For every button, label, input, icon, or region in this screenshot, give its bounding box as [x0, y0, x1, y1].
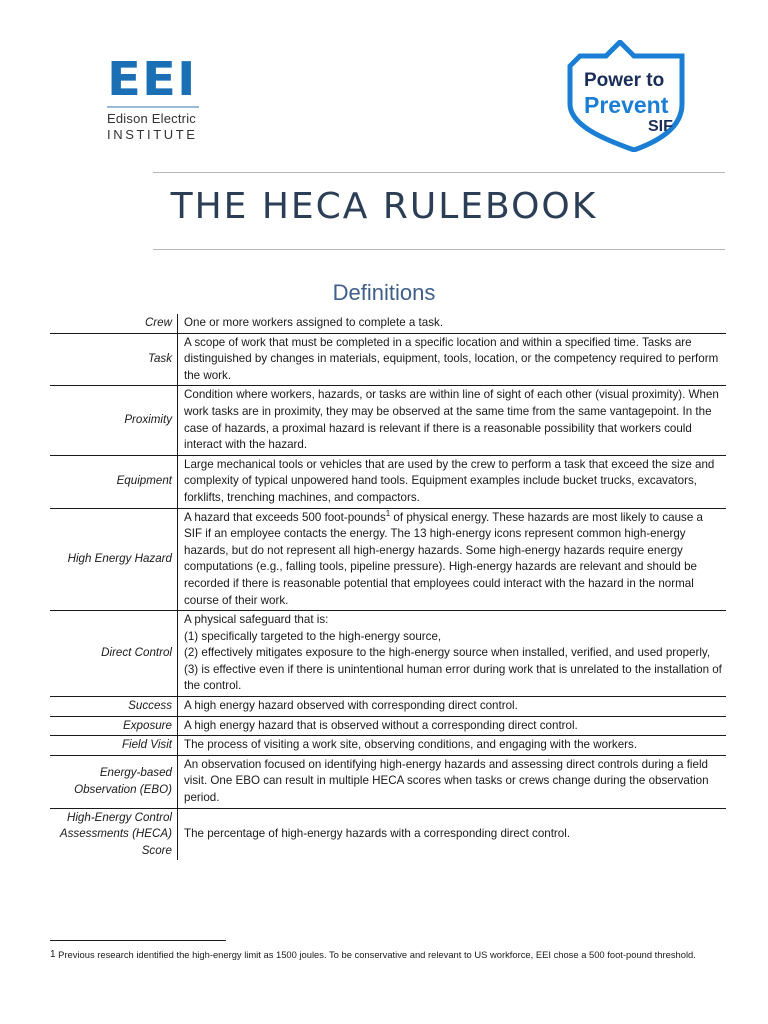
definition-row-equipment	[50, 455, 726, 508]
definition-row-ebo	[50, 755, 726, 808]
footnote-number: 1	[50, 949, 56, 960]
definition-term: Equipment	[50, 455, 178, 508]
definition-term: Task	[50, 333, 178, 386]
eei-logo-line2: INSTITUTE	[107, 127, 198, 142]
definition-row-success	[50, 697, 726, 717]
definition-row-direct-control	[50, 611, 726, 697]
definition-term: Proximity	[50, 386, 178, 455]
footnote-text: Previous research identified the high-energy limit as 1500 joules. To be conservative and relevant to US workforce, EEI chose a 500 foot-pound threshold.	[55, 949, 696, 960]
definition-text: One or more workers assigned to complete a task.	[178, 314, 727, 333]
eei-logo-mark: EEI	[107, 52, 197, 106]
definition-row-proximity	[50, 386, 726, 455]
page-title: THE HECA RULEBOOK	[170, 186, 598, 227]
definition-text: Large mechanical tools or vehicles that are used by the crew to perform a task that exceed the size and complexity of typical unpowered hand tools. Equipment examples include bucket trucks, excavators, forklifts, trenching machines, and compactors.	[178, 455, 727, 508]
definition-term: High-Energy Control Assessments (HECA) Score	[50, 808, 178, 860]
footnote-divider	[50, 940, 226, 941]
definition-text: The process of visiting a work site, observing conditions, and engaging with the workers.	[178, 736, 727, 756]
definition-row-high-energy-hazard	[50, 508, 726, 611]
definition-text: A high energy hazard observed with corresponding direct control.	[178, 697, 727, 717]
logo-text-sif: SIF	[648, 118, 673, 135]
definition-row-crew	[50, 314, 726, 333]
eei-logo-divider	[107, 106, 199, 108]
title-rule-top	[153, 172, 725, 173]
definition-term: Crew	[50, 314, 178, 333]
definition-text: The percentage of high-energy hazards with a corresponding direct control.	[184, 827, 571, 841]
page-header	[0, 0, 768, 172]
definition-line: (1) specifically targeted to the high-energy source,	[184, 629, 442, 643]
definition-text: Condition where workers, hazards, or tasks are within line of sight of each other (visual proximity). When work tasks are in proximity, they may be observed at the same time from the same vantagepoint. In the case of hazards, a proximal hazard is relevant if there is a reasonable possibility that workers could interact with the hazard.	[178, 386, 727, 455]
definition-text: A high energy hazard that is observed without a corresponding direct control.	[178, 716, 727, 736]
definition-text: An observation focused on identifying high-energy hazards and assessing direct controls during a field visit. One EBO can result in multiple HECA scores when tasks or crews change during the observation period.	[178, 755, 727, 808]
definition-text	[178, 611, 727, 697]
footnote	[50, 948, 720, 962]
logo-text-prevent: Prevent	[584, 92, 669, 118]
definition-text	[178, 508, 727, 611]
logo-text-power-to: Power to	[584, 70, 665, 91]
definition-line: (2) effectively mitigates exposure to the high-energy source when installed, verified, and used properly,	[184, 646, 711, 660]
definitions-table	[50, 314, 726, 860]
definition-row-field-visit	[50, 736, 726, 756]
definition-text-part: A hazard that exceeds 500 foot-pounds	[184, 510, 386, 524]
definition-line: A physical safeguard that is:	[184, 613, 329, 627]
definition-term: Field Visit	[50, 736, 178, 756]
definition-text-part: of physical energy. These hazards are most likely to cause a SIF if an employee contacts the energy. The 13 high-energy icons represent common high-energy hazards, but do not represent all high-energy hazards. Some high-energy hazards require energy computations (e.g., falling tools, pipeline pressure). High-energy hazards are relevant and should be recorded if there is reasonable potential that employees could interact with the hazard in the normal course of their work.	[184, 510, 703, 607]
definition-row-task	[50, 333, 726, 386]
definition-term: Exposure	[50, 716, 178, 736]
definition-row-exposure	[50, 716, 726, 736]
power-to-prevent-logo	[562, 40, 694, 152]
section-heading: Definitions	[332, 280, 436, 305]
title-rule-bottom	[153, 249, 725, 250]
definition-text: A scope of work that must be completed in a specific location and within a specified time. Tasks are distinguished by changes in materials, equipment, tools, location, or the competency required to perform the work.	[178, 333, 727, 386]
definition-row-heca-score	[50, 808, 726, 860]
definition-term: Energy-based Observation (EBO)	[50, 755, 178, 808]
eei-logo-line1: Edison Electric	[107, 111, 196, 126]
footnote-reference[interactable]: 1	[385, 508, 391, 518]
definition-term: High Energy Hazard	[50, 508, 178, 611]
definition-term: Success	[50, 697, 178, 717]
definition-term: Direct Control	[50, 611, 178, 697]
eei-logo	[107, 52, 207, 142]
definition-line: (3) is effective even if there is unintentional human error during work that is unrelated to the installation of the control.	[184, 662, 722, 693]
